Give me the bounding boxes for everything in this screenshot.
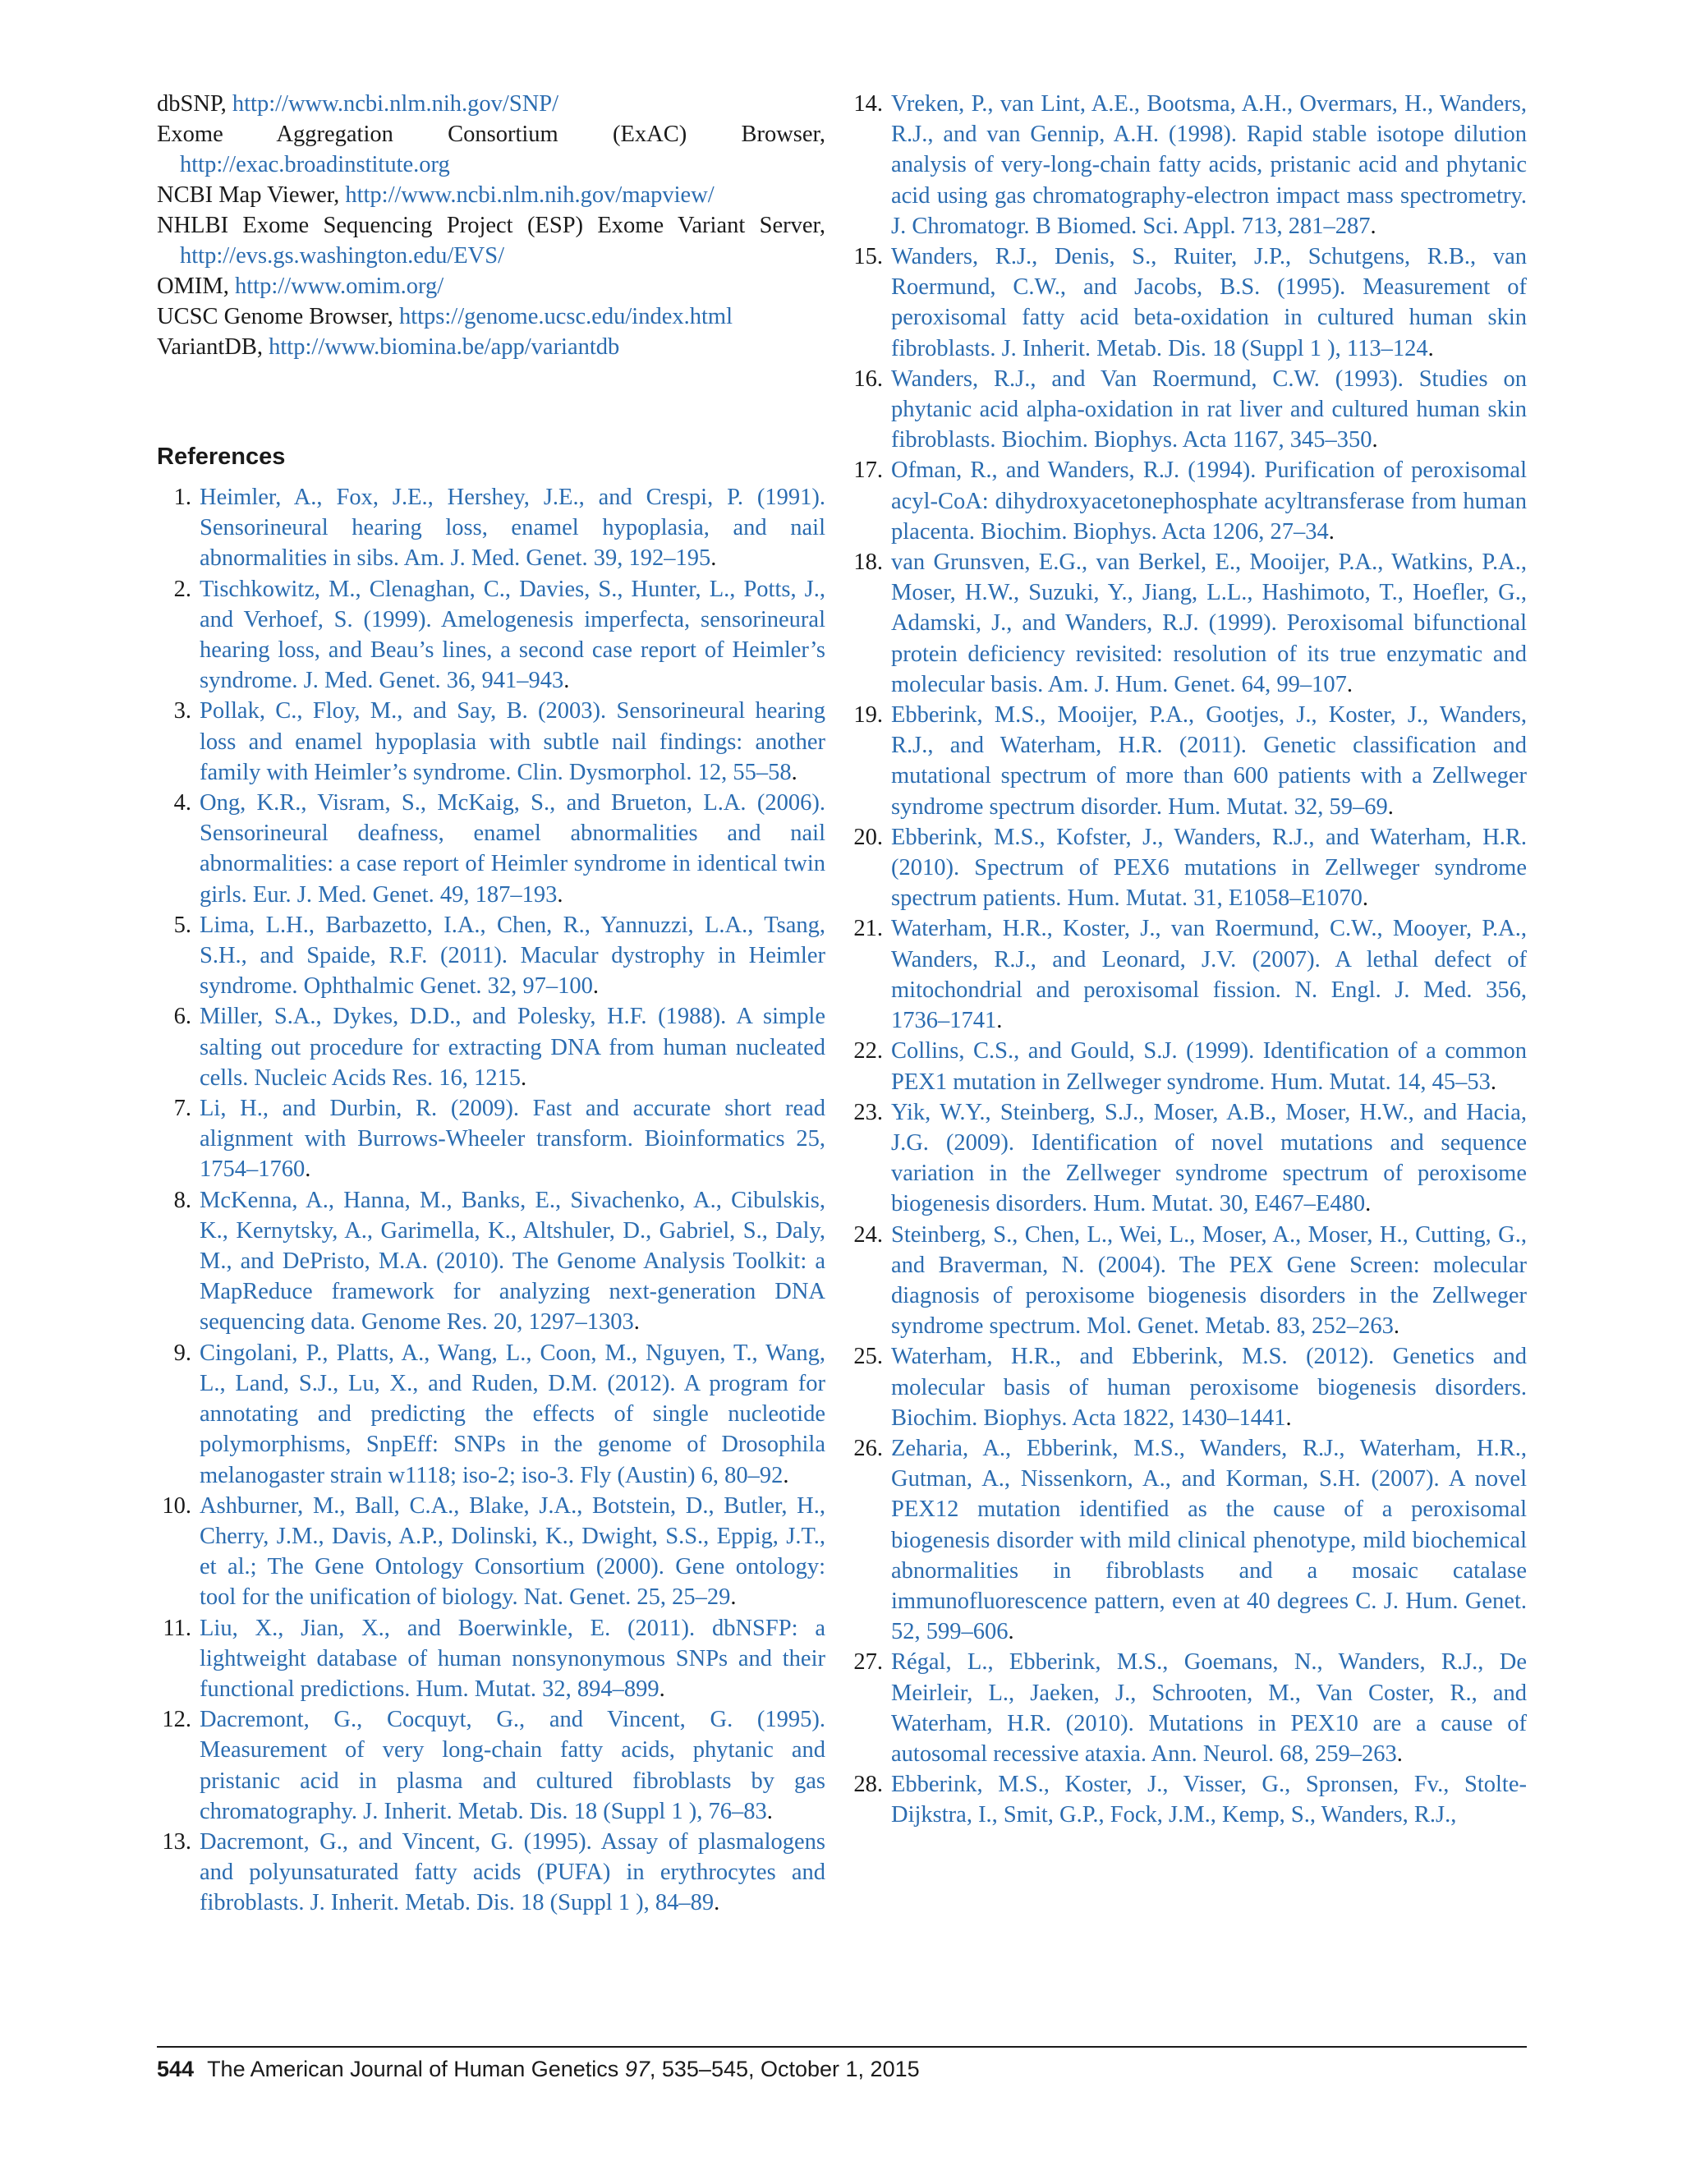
reference-item[interactable]: 6. Miller, S.A., Dykes, D.D., and Polesky, H.F. (1988). A simple salting out procedure for extracting DNA from human nucleated cells. Nucleic Acids Res. 16, 1215. — [173, 1004, 825, 1091]
footer-rule — [157, 2046, 1527, 2048]
resource-link[interactable]: http://exac.broadinstitute.org — [180, 152, 450, 177]
resource-link[interactable]: https://genome.ucsc.edu/index.html — [398, 304, 733, 329]
resource-item: UCSC Genome Browser, https://genome.ucsc.edu/index.html — [157, 304, 733, 329]
resource-link[interactable]: http://evs.gs.washington.edu/EVS/ — [180, 243, 505, 269]
resource-item: NCBI Map Viewer, http://www.ncbi.nlm.nih.gov/mapview/ — [157, 182, 715, 208]
reference-item[interactable]: 27. Régal, L., Ebberink, M.S., Goemans, N., Wanders, R.J., De Meirleir, L., Jaeken, J., Schrooten, M., Van Coster, R., and Waterham, H.R. (2010). Mutations in PEX10 are a cause of autosomal recessive ataxia. Ann. Neurol. 68, 259–263. — [853, 1649, 1527, 1767]
reference-item[interactable]: 23. Yik, W.Y., Steinberg, S.J., Moser, A.B., Moser, H.W., and Hacia, J.G. (2009). Identification of novel mutations and sequence variation in the Zellweger syndrome spectrum of peroxisome biogenesis disorders. Hum. Mutat. 30, E467–E480. — [853, 1099, 1527, 1217]
reference-item[interactable]: 20. Ebberink, M.S., Kofster, J., Wanders, R.J., and Waterham, H.R. (2010). Spectrum of PEX6 mutations in Zellweger syndrome spectrum patients. Hum. Mutat. 31, E1058–E1070. — [853, 824, 1527, 912]
resource-link[interactable]: http://www.biomina.be/app/variantdb — [269, 334, 620, 360]
references-list-right — [848, 89, 1527, 1831]
resource-item: VariantDB, http://www.biomina.be/app/variantdb — [157, 334, 620, 360]
right-column — [848, 89, 1527, 1831]
reference-item[interactable]: 14. Vreken, P., van Lint, A.E., Bootsma, A.H., Overmars, H., Wanders, R.J., and van Gennip, A.H. (1998). Rapid stable isotope dilution analysis of very-long-chain fatty acids, pristanic acid and phytanic acid using gas chromatography-electron impact mass spectrometry. J. Chromatogr. B Biomed. Sci. Appl. 713, 281–287. — [853, 91, 1527, 239]
reference-item[interactable]: 24. Steinberg, S., Chen, L., Wei, L., Moser, A., Moser, H., Cutting, G., and Braverman, N. (2004). The PEX Gene Screen: molecular diagnosis of peroxisome biogenesis disorders in the Zellweger syndrome spectrum. Mol. Genet. Metab. 83, 252–263. — [853, 1221, 1527, 1340]
reference-item[interactable]: 11. Liu, X., Jian, X., and Boerwinkle, E. (2011). dbNSFP: a lightweight database of human nonsynonymous SNPs and their functional predictions. Hum. Mutat. 32, 894–899. — [163, 1615, 825, 1702]
reference-item[interactable]: 25. Waterham, H.R., and Ebberink, M.S. (2012). Genetics and molecular basis of human peroxisome biogenesis disorders. Biochim. Biophys. Acta 1822, 1430–1441. — [853, 1344, 1527, 1431]
reference-item[interactable]: 7. Li, H., and Durbin, R. (2009). Fast and accurate short read alignment with Burrows-Wheeler transform. Bioinformatics 25, 1754–1760. — [173, 1096, 825, 1183]
references-heading: References — [157, 444, 286, 470]
reference-item[interactable]: 1. Heimler, A., Fox, J.E., Hershey, J.E., and Crespi, P. (1991). Sensorineural hearing loss, enamel hypoplasia, and nail abnormalities in sibs. Am. J. Med. Genet. 39, 192–195. — [173, 485, 825, 572]
reference-item[interactable]: 10. Ashburner, M., Ball, C.A., Blake, J.A., Botstein, D., Butler, H., Cherry, J.M., Davis, A.P., Dolinski, K., Dwight, S.S., Eppig, J.T., et al.; The Gene Ontology Consortium (2000). Gene ontology: tool for the unification of biology. Nat. Genet. 25, 25–29. — [162, 1492, 825, 1611]
reference-item[interactable]: 2. Tischkowitz, M., Clenaghan, C., Davies, S., Hunter, L., Potts, J., and Verhoef, S. (1999). Amelogenesis imperfecta, sensorineural hearing loss, and Beau’s lines, a second case report of Heimler’s syndrome. J. Med. Genet. 36, 941–943. — [173, 576, 825, 694]
reference-item[interactable]: 3. Pollak, C., Floy, M., and Say, B. (2003). Sensorineural hearing loss and enamel hypoplasia with subtle nail findings: another family with Heimler’s syndrome. Clin. Dysmorphol. 12, 55–58. — [173, 698, 825, 785]
web-resources — [157, 89, 825, 362]
reference-item[interactable]: 21. Waterham, H.R., Koster, J., van Roermund, C.W., Mooyer, P.A., Wanders, R.J., and Leonard, J.V. (2007). A lethal defect of mitochondrial and peroxisomal fission. N. Engl. J. Med. 356, 1736–1741. — [853, 916, 1527, 1034]
reference-item[interactable]: 18. van Grunsven, E.G., van Berkel, E., Mooijer, P.A., Watkins, P.A., Moser, H.W., Suzuki, Y., Jiang, L.L., Hashimoto, T., Hoefler, G., Adamski, J., and Wanders, R.J. (1999). Peroxisomal bifunctional protein deficiency revisited: resolution of its true enzymatic and molecular basis. Am. J. Hum. Genet. 64, 99–107. — [853, 549, 1527, 697]
reference-item[interactable]: 17. Ofman, R., and Wanders, R.J. (1994). Purification of peroxisomal acyl-CoA: dihydroxyacetonephosphate acyltransferase from human placenta. Biochim. Biophys. Acta 1206, 27–34. — [853, 457, 1527, 545]
page-number: 544 — [157, 2057, 195, 2081]
resource-link[interactable]: http://www.omim.org/ — [235, 274, 444, 299]
reference-item[interactable]: 15. Wanders, R.J., Denis, S., Ruiter, J.P., Schutgens, R.B., van Roermund, C.W., and Jacobs, B.S. (1995). Measurement of peroxisomal fatty acid beta-oxidation in cultured human skin fibroblasts. J. Inherit. Metab. Dis. 18 (Suppl 1 ), 113–124. — [853, 244, 1527, 361]
resource-item: OMIM, http://www.omim.org/ — [157, 274, 444, 299]
resource-link[interactable]: http://www.ncbi.nlm.nih.gov/SNP/ — [232, 91, 559, 117]
reference-item[interactable]: 16. Wanders, R.J., and Van Roermund, C.W. (1993). Studies on phytanic acid alpha-oxidation in rat liver and cultured human skin fibroblasts. Biochim. Biophys. Acta 1167, 345–350. — [853, 366, 1527, 453]
left-column — [157, 89, 825, 1919]
resource-item: dbSNP, http://www.ncbi.nlm.nih.gov/SNP/ — [157, 91, 559, 117]
resource-link[interactable]: http://www.ncbi.nlm.nih.gov/mapview/ — [345, 182, 715, 208]
reference-item[interactable]: 5. Lima, L.H., Barbazetto, I.A., Chen, R., Yannuzzi, L.A., Tsang, S.H., and Spaide, R.F. (2011). Macular dystrophy in Heimler syndrome. Ophthalmic Genet. 32, 97–100. — [173, 912, 825, 1000]
journal-volume: 97 — [624, 2057, 650, 2081]
resource-item: Exome Aggregation Consortium (ExAC) Browser, http://exac.broadinstitute.org — [157, 122, 825, 177]
reference-item[interactable]: 26. Zeharia, A., Ebberink, M.S., Wanders, R.J., Waterham, H.R., Gutman, A., Nissenkorn, A., and Korman, S.H. (2007). A novel PEX12 mutation identified as the cause of a peroxisomal biogenesis disorder with mild clinical phenotype, mild biochemical abnormalities in fibroblasts and a mosaic catalase immunofluorescence pattern, even at 40 degrees C. J. Hum. Genet. 52, 599–606. — [853, 1435, 1527, 1645]
reference-item[interactable]: 13. Dacremont, G., and Vincent, G. (1995). Assay of plasmalogens and polyunsaturated fatty acids (PUFA) in erythrocytes and fibroblasts. J. Inherit. Metab. Dis. 18 (Suppl 1 ), 84–89. — [162, 1828, 825, 1916]
page-footer — [157, 2057, 920, 2082]
reference-item[interactable]: 22. Collins, C.S., and Gould, S.J. (1999). Identification of a common PEX1 mutation in Zellweger syndrome. Hum. Mutat. 14, 45–53. — [853, 1038, 1527, 1095]
reference-item[interactable]: 4. Ong, K.R., Visram, S., McKaig, S., and Brueton, L.A. (2006). Sensorineural deafness, enamel abnormalities and nail abnormalities: a case report of Heimler syndrome in identical twin girls. Eur. J. Med. Genet. 49, 187–193. — [173, 790, 825, 908]
journal-name: The American Journal of Human Genetics — [207, 2057, 619, 2081]
reference-item[interactable]: 28. Ebberink, M.S., Koster, J., Visser, G., Spronsen, Fv., Stolte-Dijkstra, I., Smit, G.P., Fock, J.M., Kemp, S., Wanders, R.J., — [853, 1772, 1527, 1828]
reference-item[interactable]: 19. Ebberink, M.S., Mooijer, P.A., Gootjes, J., Koster, J., Wanders, R.J., and Waterham, H.R. (2011). Genetic classification and mutational spectrum of more than 600 patients with a Zellweger syndrome spectrum disorder. Hum. Mutat. 32, 59–69. — [853, 702, 1527, 820]
reference-item[interactable]: 8. McKenna, A., Hanna, M., Banks, E., Sivachenko, A., Cibulskis, K., Kernytsky, A., Garimella, K., Altshuler, D., Gabriel, S., Daly, M., and DePristo, M.A. (2010). The Genome Analysis Toolkit: a MapReduce framework for analyzing next-generation DNA sequencing data. Genome Res. 20, 1297–1303. — [173, 1187, 825, 1336]
reference-item[interactable]: 12. Dacremont, G., Cocquyt, G., and Vincent, G. (1995). Measurement of very long-chain fatty acids, phytanic and pristanic acid in plasma and cultured fibroblasts by gas chromatography. J. Inherit. Metab. Dis. 18 (Suppl 1 ), 76–83. — [162, 1707, 825, 1824]
references-list-left — [157, 482, 825, 1919]
reference-item[interactable]: 9. Cingolani, P., Platts, A., Wang, L., Coon, M., Nguyen, T., Wang, L., Land, S.J., Lu, X., and Ruden, D.M. (2012). A program for annotating and predicting the effects of single nucleotide polymorphisms, SnpEff: SNPs in the genome of Drosophila melanogaster strain w1118; iso-2; iso-3. Fly (Austin) 6, 80–92. — [173, 1340, 825, 1488]
journal-citation: , 535–545, October 1, 2015 — [649, 2057, 920, 2081]
resource-item: NHLBI Exome Sequencing Project (ESP) Exome Variant Server, http://evs.gs.washington.edu/EVS/ — [157, 213, 825, 269]
